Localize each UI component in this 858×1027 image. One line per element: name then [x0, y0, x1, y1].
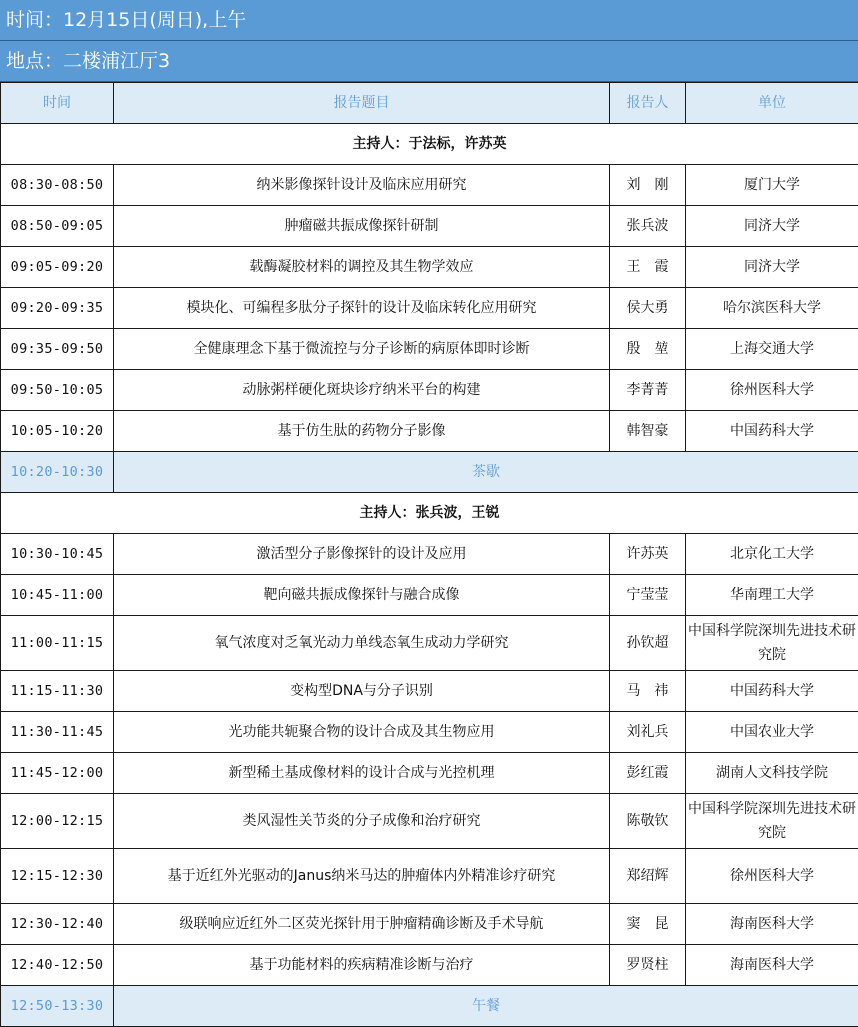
- talk-speaker: 李菁菁: [610, 370, 686, 411]
- break-time: 12:50-13:30: [1, 986, 114, 1027]
- talk-title: 纳米影像探针设计及临床应用研究: [114, 165, 610, 206]
- talk-time: 11:15-11:30: [1, 671, 114, 712]
- talk-title: 级联响应近红外二区荧光探针用于肿瘤精确诊断及手术导航: [114, 904, 610, 945]
- talk-unit: 北京化工大学: [686, 534, 858, 575]
- talk-speaker: 许苏英: [610, 534, 686, 575]
- talk-time: 09:20-09:35: [1, 288, 114, 329]
- break-label: 午餐: [114, 986, 858, 1027]
- talk-title: 氧气浓度对乏氧光动力单线态氧生成动力学研究: [114, 616, 610, 671]
- talk-title: 动脉粥样硬化斑块诊疗纳米平台的构建: [114, 370, 610, 411]
- break-label: 茶歇: [114, 452, 858, 493]
- talk-row: [1, 206, 858, 247]
- talk-title: 基于仿生肽的药物分子影像: [114, 411, 610, 452]
- talk-unit: 中国农业大学: [686, 712, 858, 753]
- talk-speaker: 陈敬钦: [610, 794, 686, 849]
- talk-unit: 上海交通大学: [686, 329, 858, 370]
- talk-row: [1, 945, 858, 986]
- host-row: [1, 124, 858, 165]
- talk-unit: 湖南人文科技学院: [686, 753, 858, 794]
- talk-speaker: 彭红霞: [610, 753, 686, 794]
- talk-time: 09:50-10:05: [1, 370, 114, 411]
- talk-time: 12:15-12:30: [1, 849, 114, 904]
- talk-speaker: 宁莹莹: [610, 575, 686, 616]
- header-row: [1, 83, 858, 124]
- break-row: [1, 452, 858, 493]
- talk-unit: 中国药科大学: [686, 411, 858, 452]
- talk-title: 全健康理念下基于微流控与分子诊断的病原体即时诊断: [114, 329, 610, 370]
- talk-row: [1, 247, 858, 288]
- talk-time: 08:30-08:50: [1, 165, 114, 206]
- talk-time: 10:45-11:00: [1, 575, 114, 616]
- talk-unit: 厦门大学: [686, 165, 858, 206]
- talk-speaker: 侯大勇: [610, 288, 686, 329]
- talk-unit: 海南医科大学: [686, 945, 858, 986]
- talk-title: 基于近红外光驱动的Janus纳米马达的肿瘤体内外精准诊疗研究: [114, 849, 610, 904]
- host-label: 主持人：于法标，许苏英: [1, 124, 858, 165]
- talk-speaker: 张兵波: [610, 206, 686, 247]
- talk-row: [1, 534, 858, 575]
- talk-speaker: 窦 昆: [610, 904, 686, 945]
- talk-time: 08:50-09:05: [1, 206, 114, 247]
- talk-speaker: 马 祎: [610, 671, 686, 712]
- talk-time: 09:05-09:20: [1, 247, 114, 288]
- talk-title: 新型稀土基成像材料的设计合成与光控机理: [114, 753, 610, 794]
- talk-row: [1, 616, 858, 671]
- break-row: [1, 986, 858, 1027]
- header-time: 时间: [1, 83, 114, 124]
- talk-unit: 华南理工大学: [686, 575, 858, 616]
- header-speaker: 报告人: [610, 83, 686, 124]
- talk-unit: 海南医科大学: [686, 904, 858, 945]
- talk-title: 肿瘤磁共振成像探针研制: [114, 206, 610, 247]
- talk-row: [1, 165, 858, 206]
- talk-title: 载酶凝胶材料的调控及其生物学效应: [114, 247, 610, 288]
- talk-time: 12:30-12:40: [1, 904, 114, 945]
- talk-time: 09:35-09:50: [1, 329, 114, 370]
- talk-time: 11:45-12:00: [1, 753, 114, 794]
- talk-speaker: 罗贤柱: [610, 945, 686, 986]
- talk-title: 类风湿性关节炎的分子成像和治疗研究: [114, 794, 610, 849]
- talk-unit: 哈尔滨医科大学: [686, 288, 858, 329]
- talk-unit: 同济大学: [686, 206, 858, 247]
- talk-row: [1, 411, 858, 452]
- talk-unit: 中国科学院深圳先进技术研究院: [686, 616, 858, 671]
- talk-speaker: 刘礼兵: [610, 712, 686, 753]
- talk-row: [1, 794, 858, 849]
- talk-time: 10:05-10:20: [1, 411, 114, 452]
- talk-unit: 徐州医科大学: [686, 370, 858, 411]
- host-row: [1, 493, 858, 534]
- talk-row: [1, 712, 858, 753]
- talk-row: [1, 575, 858, 616]
- talk-row: [1, 370, 858, 411]
- talk-time: 11:30-11:45: [1, 712, 114, 753]
- host-label: 主持人：张兵波，王锐: [1, 493, 858, 534]
- talk-time: 11:00-11:15: [1, 616, 114, 671]
- talk-title: 变构型DNA与分子识别: [114, 671, 610, 712]
- talk-speaker: 刘 刚: [610, 165, 686, 206]
- talk-row: [1, 904, 858, 945]
- talk-row: [1, 671, 858, 712]
- talk-unit: 同济大学: [686, 247, 858, 288]
- break-time: 10:20-10:30: [1, 452, 114, 493]
- talk-time: 12:40-12:50: [1, 945, 114, 986]
- talk-title: 基于功能材料的疾病精准诊断与治疗: [114, 945, 610, 986]
- talk-speaker: 殷 堃: [610, 329, 686, 370]
- talk-speaker: 郑绍辉: [610, 849, 686, 904]
- talk-title: 靶向磁共振成像探针与融合成像: [114, 575, 610, 616]
- talk-speaker: 韩智豪: [610, 411, 686, 452]
- talk-title: 模块化、可编程多肽分子探针的设计及临床转化应用研究: [114, 288, 610, 329]
- schedule-table: [0, 82, 858, 1027]
- header-unit: 单位: [686, 83, 858, 124]
- talk-row: [1, 329, 858, 370]
- talk-row: [1, 849, 858, 904]
- talk-time: 12:00-12:15: [1, 794, 114, 849]
- talk-title: 激活型分子影像探针的设计及应用: [114, 534, 610, 575]
- talk-speaker: 王 霞: [610, 247, 686, 288]
- talk-unit: 徐州医科大学: [686, 849, 858, 904]
- talk-unit: 中国药科大学: [686, 671, 858, 712]
- talk-title: 光功能共轭聚合物的设计合成及其生物应用: [114, 712, 610, 753]
- header-title: 报告题目: [114, 83, 610, 124]
- talk-row: [1, 753, 858, 794]
- session-place-banner: 地点：二楼浦江厅3: [0, 41, 858, 82]
- talk-speaker: 孙钦超: [610, 616, 686, 671]
- talk-unit: 中国科学院深圳先进技术研究院: [686, 794, 858, 849]
- talk-row: [1, 288, 858, 329]
- session-time-banner: 时间：12月15日(周日),上午: [0, 0, 858, 41]
- talk-time: 10:30-10:45: [1, 534, 114, 575]
